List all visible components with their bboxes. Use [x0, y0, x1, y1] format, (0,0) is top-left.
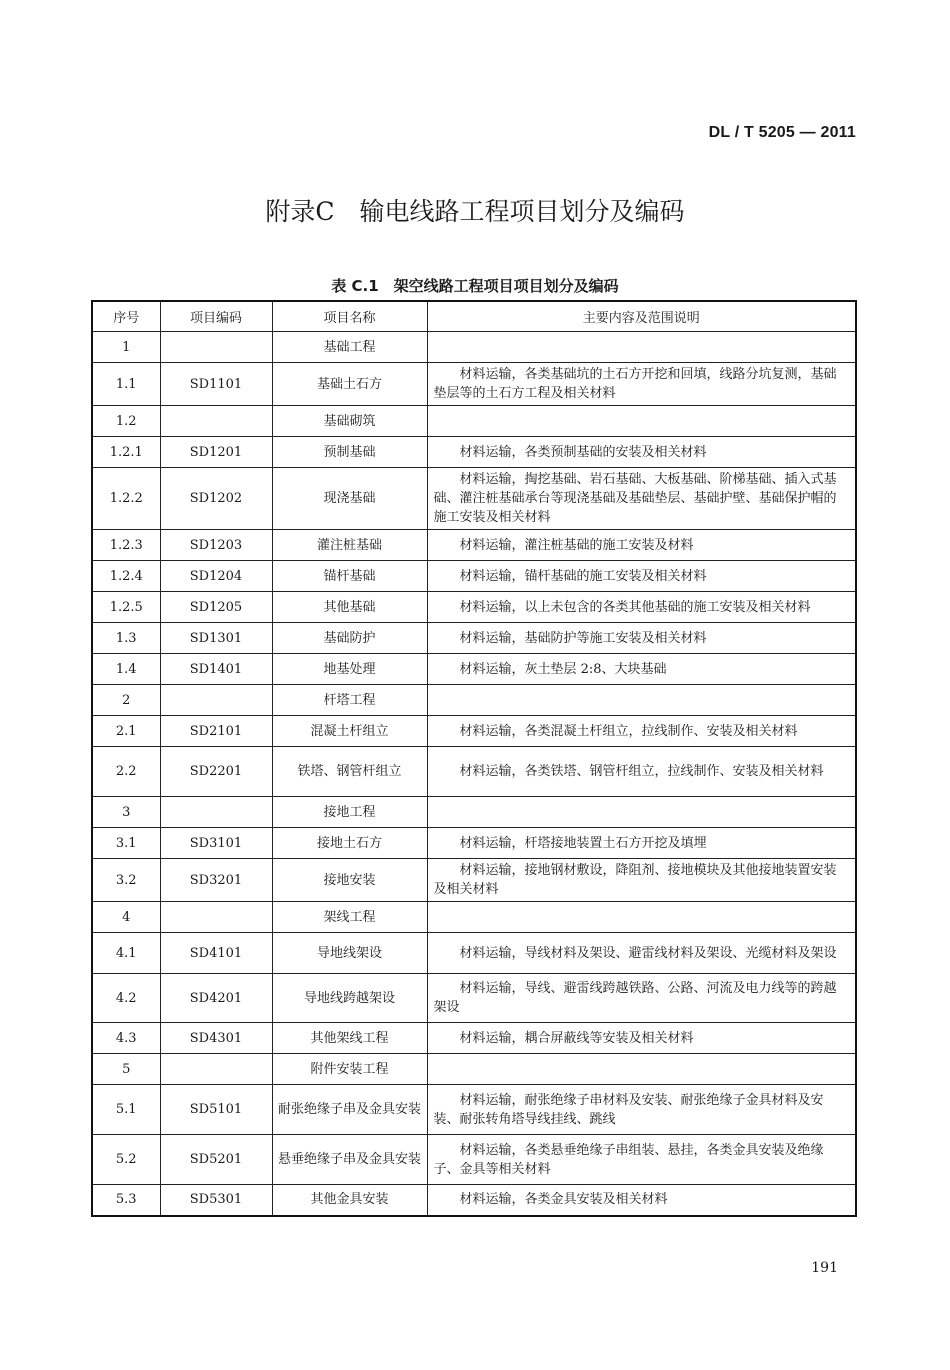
- row-code: SD4101: [160, 933, 272, 974]
- row-number: 1.2: [92, 406, 160, 437]
- table-row: [92, 332, 856, 363]
- row-description: 材料运输，各类悬垂绝缘子串组装、悬挂，各类金具安装及绝缘子、金具等相关材料: [427, 1135, 856, 1185]
- table-row: [92, 530, 856, 561]
- table-row: [92, 654, 856, 685]
- row-code: [160, 902, 272, 933]
- row-number: 5.3: [92, 1185, 160, 1216]
- row-code: SD4201: [160, 974, 272, 1023]
- row-description: [427, 902, 856, 933]
- column-header-no: 序号: [92, 301, 160, 332]
- row-code: SD5301: [160, 1185, 272, 1216]
- row-number: 4.3: [92, 1023, 160, 1054]
- row-name: 地基处理: [272, 654, 427, 685]
- row-number: 1.1: [92, 363, 160, 406]
- row-description: [427, 332, 856, 363]
- row-description: 材料运输，掏挖基础、岩石基础、大板基础、阶梯基础、插入式基础、灌注桩基础承台等现浇基础及基础垫层、基础护壁、基础保护帽的施工安装及相关材料: [427, 468, 856, 530]
- row-number: 5.1: [92, 1085, 160, 1135]
- row-number: 5: [92, 1054, 160, 1085]
- column-header-name: 项目名称: [272, 301, 427, 332]
- row-number: 4.1: [92, 933, 160, 974]
- table-row: [92, 561, 856, 592]
- row-number: 2: [92, 685, 160, 716]
- row-name: 其他架线工程: [272, 1023, 427, 1054]
- table-row: [92, 747, 856, 797]
- row-code: [160, 797, 272, 828]
- row-name: 接地土石方: [272, 828, 427, 859]
- row-number: 3: [92, 797, 160, 828]
- row-number: 3.2: [92, 859, 160, 902]
- row-description: 材料运输，各类混凝土杆组立，拉线制作、安装及相关材料: [427, 716, 856, 747]
- row-description: 材料运输，耐张绝缘子串材料及安装、耐张绝缘子金具材料及安装、耐张转角塔导线挂线、跳线: [427, 1085, 856, 1135]
- row-number: 3.1: [92, 828, 160, 859]
- table-row: [92, 902, 856, 933]
- row-description: 材料运输，基础防护等施工安装及相关材料: [427, 623, 856, 654]
- row-name: 导地线跨越架设: [272, 974, 427, 1023]
- row-name: 现浇基础: [272, 468, 427, 530]
- row-description: [427, 1054, 856, 1085]
- row-code: [160, 406, 272, 437]
- table-row: [92, 974, 856, 1023]
- table-row: [92, 1085, 856, 1135]
- table-row: [92, 406, 856, 437]
- table-row: [92, 1023, 856, 1054]
- row-description: 材料运输，各类基础坑的土石方开挖和回填，线路分坑复测，基础垫层等的土石方工程及相关材料: [427, 363, 856, 406]
- appendix-title: 附录C 输电线路工程项目划分及编码: [265, 197, 685, 226]
- row-name: 其他基础: [272, 592, 427, 623]
- project-division-table: [91, 300, 857, 1217]
- row-code: SD2201: [160, 747, 272, 797]
- table-row: [92, 716, 856, 747]
- row-number: 1.2.4: [92, 561, 160, 592]
- row-number: 1.2.5: [92, 592, 160, 623]
- row-code: SD1205: [160, 592, 272, 623]
- table-caption: 表 C.1 架空线路工程项目项目划分及编码: [331, 277, 619, 295]
- row-code: [160, 332, 272, 363]
- row-number: 1.2.3: [92, 530, 160, 561]
- row-name: 铁塔、钢管杆组立: [272, 747, 427, 797]
- row-description: 材料运输，各类铁塔、钢管杆组立，拉线制作、安装及相关材料: [427, 747, 856, 797]
- row-name: 锚杆基础: [272, 561, 427, 592]
- row-number: 5.2: [92, 1135, 160, 1185]
- row-code: SD5201: [160, 1135, 272, 1185]
- row-name: 悬垂绝缘子串及金具安装: [272, 1135, 427, 1185]
- row-description: 材料运输，以上未包含的各类其他基础的施工安装及相关材料: [427, 592, 856, 623]
- row-name: 基础工程: [272, 332, 427, 363]
- row-code: SD1201: [160, 437, 272, 468]
- row-number: 1.4: [92, 654, 160, 685]
- row-code: SD1202: [160, 468, 272, 530]
- row-description: 材料运输，接地钢材敷设，降阻剂、接地模块及其他接地装置安装及相关材料: [427, 859, 856, 902]
- row-name: 其他金具安装: [272, 1185, 427, 1216]
- row-name: 附件安装工程: [272, 1054, 427, 1085]
- row-code: SD1203: [160, 530, 272, 561]
- row-number: 1.2.2: [92, 468, 160, 530]
- table-row: [92, 592, 856, 623]
- row-description: [427, 797, 856, 828]
- table-row: [92, 1185, 856, 1216]
- row-code: SD1101: [160, 363, 272, 406]
- row-name: 接地安装: [272, 859, 427, 902]
- row-description: 材料运输，各类金具安装及相关材料: [427, 1185, 856, 1216]
- table-header-row: [92, 301, 856, 332]
- row-number: 1: [92, 332, 160, 363]
- row-code: SD1301: [160, 623, 272, 654]
- row-description: 材料运输，灰土垫层 2:8、大块基础: [427, 654, 856, 685]
- row-code: SD5101: [160, 1085, 272, 1135]
- table-row: [92, 1054, 856, 1085]
- row-description: 材料运输，杆塔接地装置土石方开挖及填埋: [427, 828, 856, 859]
- row-name: 架线工程: [272, 902, 427, 933]
- table-row: [92, 363, 856, 406]
- table-row: [92, 859, 856, 902]
- table-row: [92, 437, 856, 468]
- row-code: SD3201: [160, 859, 272, 902]
- table-row: [92, 468, 856, 530]
- column-header-description: 主要内容及范围说明: [427, 301, 856, 332]
- row-name: 杆塔工程: [272, 685, 427, 716]
- row-description: 材料运输，导线、避雷线跨越铁路、公路、河流及电力线等的跨越架设: [427, 974, 856, 1023]
- table-body: [92, 332, 856, 1216]
- row-number: 4: [92, 902, 160, 933]
- row-name: 混凝土杆组立: [272, 716, 427, 747]
- row-name: 灌注桩基础: [272, 530, 427, 561]
- row-description: 材料运输，各类预制基础的安装及相关材料: [427, 437, 856, 468]
- standard-code: DL / T 5205 — 2011: [708, 124, 856, 141]
- row-code: SD1204: [160, 561, 272, 592]
- row-name: 基础砌筑: [272, 406, 427, 437]
- row-number: 2.1: [92, 716, 160, 747]
- row-description: 材料运输，灌注桩基础的施工安装及材料: [427, 530, 856, 561]
- page-number: 191: [811, 1260, 838, 1276]
- row-number: 4.2: [92, 974, 160, 1023]
- table-row: [92, 1135, 856, 1185]
- row-code: SD4301: [160, 1023, 272, 1054]
- row-description: 材料运输，耦合屏蔽线等安装及相关材料: [427, 1023, 856, 1054]
- row-name: 基础防护: [272, 623, 427, 654]
- row-number: 2.2: [92, 747, 160, 797]
- row-code: SD3101: [160, 828, 272, 859]
- table-row: [92, 828, 856, 859]
- row-description: [427, 685, 856, 716]
- row-code: SD1401: [160, 654, 272, 685]
- table-row: [92, 933, 856, 974]
- row-code: [160, 685, 272, 716]
- table-row: [92, 623, 856, 654]
- row-code: [160, 1054, 272, 1085]
- column-header-code: 项目编码: [160, 301, 272, 332]
- table-row: [92, 685, 856, 716]
- row-number: 1.2.1: [92, 437, 160, 468]
- row-code: SD2101: [160, 716, 272, 747]
- row-name: 基础土石方: [272, 363, 427, 406]
- row-description: 材料运输，锚杆基础的施工安装及相关材料: [427, 561, 856, 592]
- row-description: 材料运输，导线材料及架设、避雷线材料及架设、光缆材料及架设: [427, 933, 856, 974]
- row-name: 耐张绝缘子串及金具安装: [272, 1085, 427, 1135]
- row-name: 接地工程: [272, 797, 427, 828]
- table-row: [92, 797, 856, 828]
- row-name: 导地线架设: [272, 933, 427, 974]
- row-name: 预制基础: [272, 437, 427, 468]
- row-number: 1.3: [92, 623, 160, 654]
- row-description: [427, 406, 856, 437]
